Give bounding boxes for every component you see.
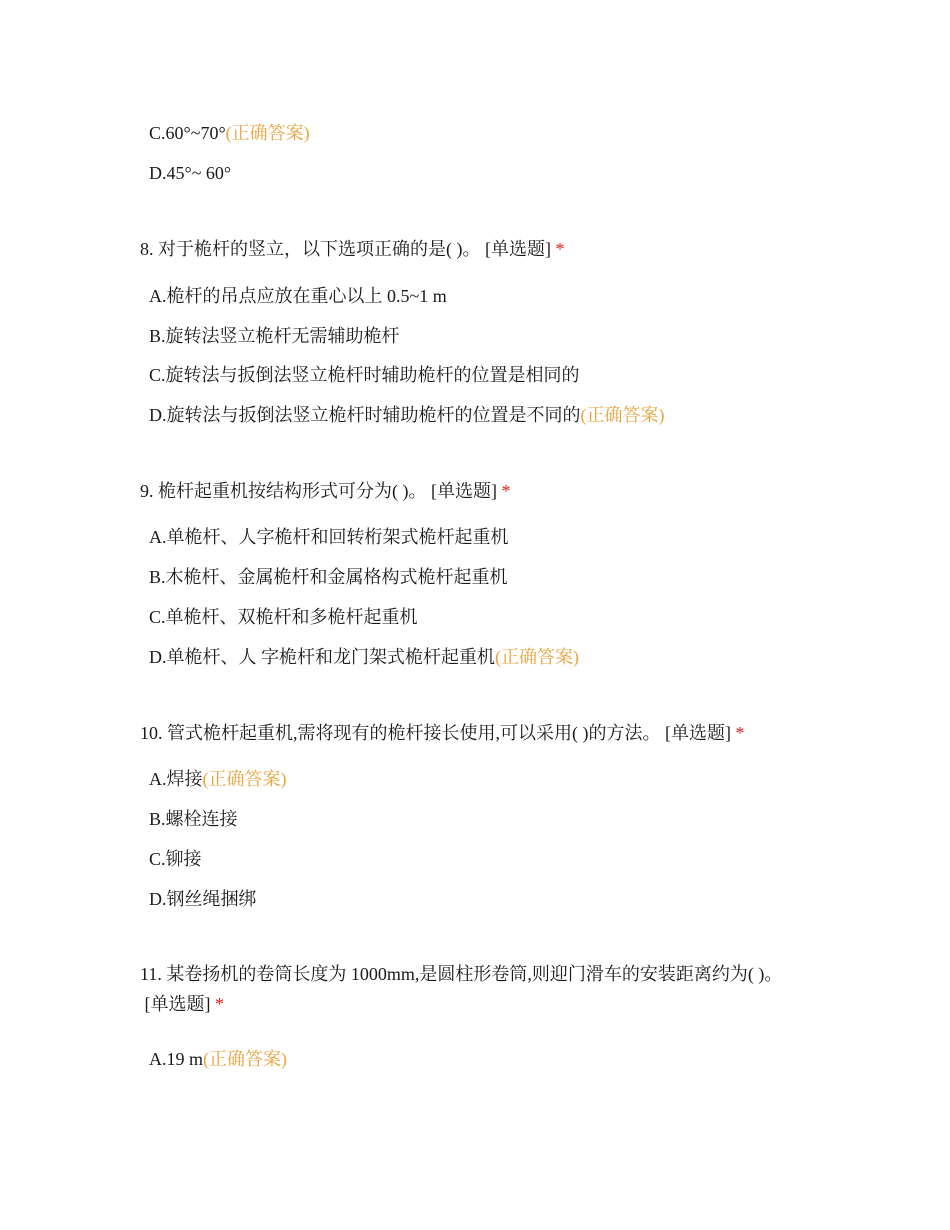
question-text: 11. 某卷扬机的卷筒长度为 1000mm,是圆柱形卷筒,则迎门滑车的安装距离约为( )。	[140, 964, 783, 984]
option-item	[149, 645, 579, 669]
option-item	[149, 161, 231, 185]
option-text: C.旋转法与扳倒法竖立桅杆时辅助桅杆的位置是相同的	[149, 365, 580, 385]
option-text: A.单桅杆、人字桅杆和回转桁架式桅杆起重机	[149, 527, 509, 547]
option-item	[149, 525, 509, 549]
required-marker: *	[735, 723, 745, 743]
question-type: [单选题]	[485, 239, 551, 259]
option-item	[149, 284, 447, 308]
required-marker: *	[215, 994, 224, 1014]
required-marker: *	[555, 239, 565, 259]
option-text: D.45°~ 60°	[149, 163, 232, 183]
question-title	[140, 718, 820, 748]
question-type: [单选题]	[144, 994, 211, 1014]
option-item	[149, 121, 310, 145]
option-text: B.旋转法竖立桅杆无需辅助桅杆	[149, 326, 400, 346]
question-text: 8. 对于桅杆的竖立，以下选项正确的是( )。	[140, 239, 481, 259]
question-type: [单选题]	[431, 481, 497, 501]
question-text: 10. 管式桅杆起重机,需将现有的桅杆接长使用,可以采用( )的方法。	[140, 723, 661, 743]
correct-answer-marker: (正确答案)	[225, 123, 310, 143]
correct-answer-marker: (正确答案)	[203, 1049, 287, 1069]
option-text: C.铆接	[149, 849, 202, 869]
option-text: D.旋转法与扳倒法竖立桅杆时辅助桅杆的位置是不同的	[149, 405, 581, 425]
option-text: A.19 m	[149, 1049, 203, 1069]
option-text: A.焊接	[149, 769, 203, 789]
option-item	[149, 1047, 287, 1071]
question-title	[140, 234, 820, 264]
option-item	[149, 403, 665, 427]
correct-answer-marker: (正确答案)	[580, 405, 665, 425]
option-item	[149, 767, 287, 791]
question-title	[140, 476, 820, 506]
option-text: B.螺栓连接	[149, 809, 238, 829]
option-text: C.60°~70°	[149, 123, 226, 143]
question-title	[140, 959, 810, 1019]
option-item	[149, 605, 418, 629]
correct-answer-marker: (正确答案)	[495, 647, 579, 667]
option-item	[149, 887, 257, 911]
correct-answer-marker: (正确答案)	[202, 769, 287, 789]
question-type: [单选题]	[665, 723, 731, 743]
option-text: C.单桅杆、双桅杆和多桅杆起重机	[149, 607, 418, 627]
required-marker: *	[501, 481, 511, 501]
option-item	[149, 324, 400, 348]
option-text: D.钢丝绳捆绑	[149, 889, 257, 909]
option-item	[149, 565, 508, 589]
question-text: 9. 桅杆起重机按结构形式可分为( )。	[140, 481, 427, 501]
option-text: D.单桅杆、人 字桅杆和龙门架式桅杆起重机	[149, 647, 495, 667]
option-item	[149, 363, 580, 387]
option-item	[149, 807, 238, 831]
option-text: B.木桅杆、金属桅杆和金属格构式桅杆起重机	[149, 567, 508, 587]
option-text: A.桅杆的吊点应放在重心以上 0.5~1 m	[149, 286, 447, 306]
option-item	[149, 847, 202, 871]
